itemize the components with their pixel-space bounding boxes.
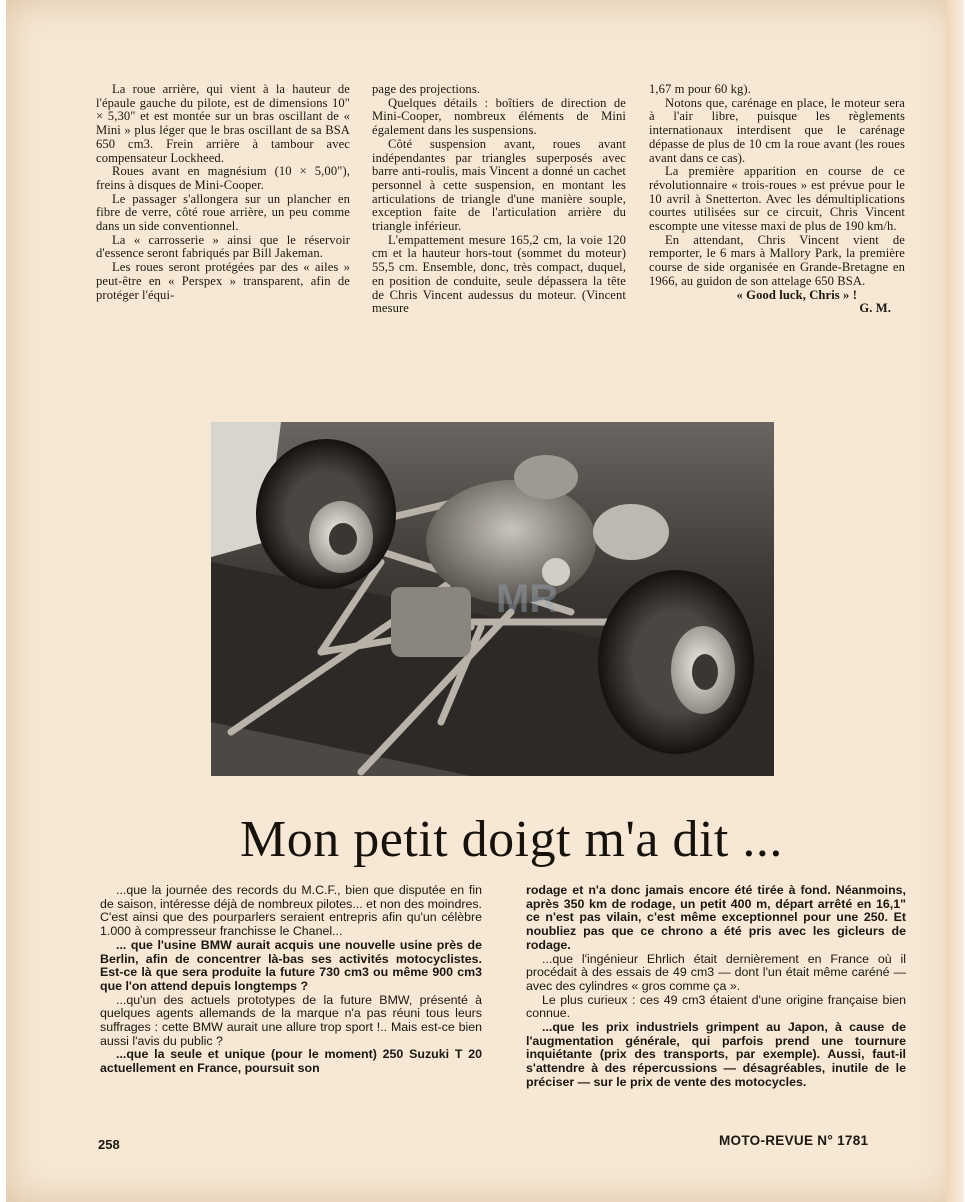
rumor-item: ...que l'ingénieur Ehrlich était dernièrement en France où il procédait à des essais de 49 cm3 — dont l'un était même caréné — avec des cylindres « gros comme ça ». [526, 951, 906, 993]
article-column-2 [372, 83, 626, 316]
article-column-3 [649, 83, 905, 316]
paragraph: Quelques détails : boîtiers de direction de Mini-Cooper, nombreux éléments de Mini également dans les suspensions. [372, 95, 626, 138]
paragraph-continuation: 1,67 m pour 60 kg). [649, 82, 751, 96]
paragraph-continuation: page des projections. [372, 82, 481, 96]
paragraph: En attendant, Chris Vincent vient de remporter, le 6 mars à Mallory Park, la première course de side organisée en Grande-Bretagne en 1966, au guidon de son attelage 650 BSA. [649, 232, 905, 288]
magazine-issue: MOTO-REVUE N° 1781 [719, 1133, 869, 1148]
article-column-1 [96, 83, 350, 302]
rumors-column-1 [100, 884, 482, 1076]
rumor-continuation: rodage et n'a donc jamais encore été tirée à fond. Néanmoins, après 350 km de rodage, un petit 400 m, départ arrêté en 16,1" ce n'est pas vilain, c'est même exceptionnel pour une 250. Et noubliez pas que ce chrono a été pris avec les gicleurs de rodage. [526, 883, 906, 952]
rumor-item: ...que la seule et unique (pour le moment) 250 Suzuki T 20 actuellement en France, poursuit son [100, 1047, 482, 1076]
magazine-page [6, 0, 958, 1202]
sidecar-chassis-illustration [211, 422, 774, 776]
watermark: MR [496, 577, 559, 621]
rumor-item: ...que la journée des records du M.C.F., bien que disputée en fin de saison, intéresse déjà de nombreux pilotes... et non des moindres. C'est ainsi que des pourparlers seraient entrepris afin qu'un célèbre 1.000 à compresseur franchisse le Chanel... [100, 883, 482, 939]
paragraph: L'empattement mesure 165,2 cm, la voie 120 cm et la hauteur hors-tout (sommet du moteur) 55,5 cm. Ensemble, donc, très compact, duquel, en position de conduite, seule dépassera la tête de Chris Vincent audessus du moteur. (Vincent mesure [372, 232, 626, 316]
paragraph: La première apparition en course de ce révolutionnaire « trois-roues » est prévue pour le 10 avril à Snetterton. Avec les démultiplications courtes utilisées sur ce circuit, Chris Vincent escompte une vitesse maxi de plus de 190 km/h. [649, 164, 905, 234]
paragraph: Les roues seront protégées par des « ailes » peut-être en « Perspex » transparent, afin de protéger l'équi- [96, 260, 350, 302]
rumor-item: Le plus curieux : ces 49 cm3 étaient d'une origine française bien connue. [526, 992, 906, 1021]
page-number: 258 [98, 1137, 120, 1152]
rumors-column-2 [526, 884, 906, 1090]
paragraph: Côté suspension avant, roues avant indépendantes par triangles superposés avec barre anti-roulis, mais Vincent a donné un cachet personnel à cette suspension, en montant les articulations de triangle d'une manière souple, exception faite de l'articulation arrière du triangle inférieur. [372, 136, 626, 234]
paragraph: Le passager s'allongera sur un plancher en fibre de verre, côté roue arrière, un peu comme dans un side conventionnel. [96, 191, 350, 234]
rumor-item: ...qu'un des actuels prototypes de la future BMW, présenté à quelques agents allemands de la marque n'a pas réuni tous leurs suffrages : cette BMW aurait une allure trop sport !.. Mais est-ce bien aussi l'avis du public ? [100, 992, 482, 1048]
paragraph: La « carrosserie » ainsi que le réservoir d'essence seront fabriqués par Bill Jakeman. [96, 232, 350, 261]
paragraph: Roues avant en magnésium (10 × 5,00"), freins à disques de Mini-Cooper. [96, 164, 350, 192]
rumor-item: ...que les prix industriels grimpent au Japon, à cause de l'augmentation générale, qui parfois prend une tournure inquiétante (prix des transports, par exemple). Aussi, faut-il s'attendre à des répercussions — désagréables, inutile de le préciser — sur le prix de vente des motocycles. [526, 1020, 906, 1089]
closing-line: « Good luck, Chris » ! [736, 287, 857, 302]
section-headline: Mon petit doigt m'a dit ... [240, 811, 783, 868]
page-edge [946, 0, 964, 1202]
rumor-item: ... que l'usine BMW aurait acquis une nouvelle usine près de Berlin, afin de concentrer là-bas ses activités motocyclistes. Est-ce là que sera produite la future 730 cm3 ou même 900 cm3 que l'on attend depuis longtemps ? [100, 937, 482, 993]
paragraph: Notons que, carénage en place, le moteur sera à l'air libre, puisque les règlements internationaux interdisent que le carénage dépasse de plus de 10 cm la roue avant (les roues avant dans ce cas). [649, 95, 905, 165]
chassis-photo [211, 422, 774, 776]
author-signature: G. M. [859, 301, 891, 316]
paragraph: La roue arrière, qui vient à la hauteur de l'épaule gauche du pilote, est de dimensions 10" × 5,30" et est montée sur un bras oscillant de « Mini » plus léger que le bras oscillant de sa BSA 650 cm3. Frein arrière à tambour avec compensateur Lockheed. [96, 82, 350, 165]
